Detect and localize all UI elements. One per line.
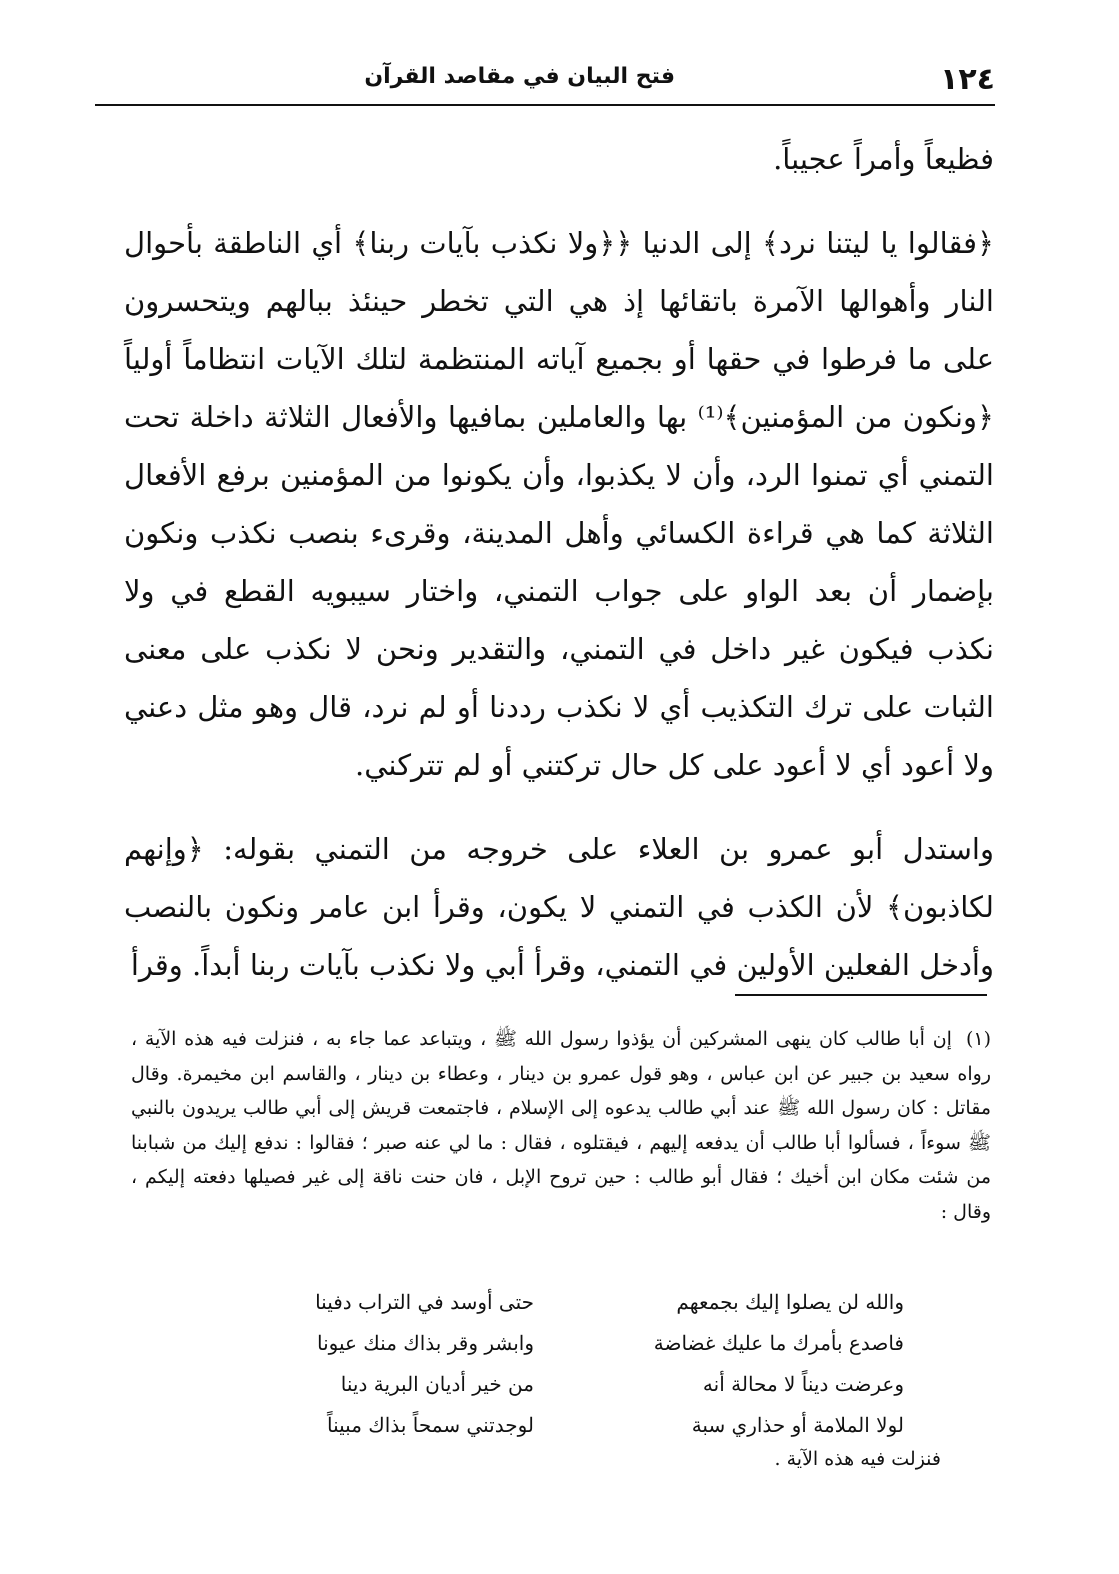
footnote-separator (735, 994, 987, 996)
body-paragraph: واستدل أبو عمرو بن العلاء على خروجه من التمني بقوله: ﴿وإنهم لكاذبون﴾ لأن الكذب في التمني لا يكون، وقرأ ابن عامر ونكون بالنصب وأدخل الفعلين الأولين في التمني، وقرأ أبي ولا نكذب بآيات ربنا أبداً. وقرأ (124, 832, 994, 982)
hemistich-first: فاصدع بأمرك ما عليك غضاضة (653, 1331, 904, 1355)
footnote-text: إن أبا طالب كان ينهى المشركين أن يؤذوا رسول الله ﷺ ، ويتباعد عما جاء به ، فنزلت فيه هذه الآية ، رواه سعيد بن جبير عن ابن عباس ، وهو قول عمرو بن دينار ، وعطاء بن دينار ، والقاسم ابن مخيمرة. وقال مقاتل : كان رسول الله ﷺ عند أبي طالب يدعوه إلى الإسلام ، فاجتمعت قريش إلى أبي طالب يريدون بالنبي ﷺ سوءاً ، فسألوا أبا طالب أن يدفعه إليهم ، فيقتلوه ، فقال : ما لي عنه صبر ؛ فقالوا : ندفع إليك من شبابنا من شئت مكان ابن أخيك ؛ فقال أبو طالب : حين تروح الإبل ، فان حنت ناقة إلى غير فصيلها دفعته إليكم ، وقال : (131, 1028, 991, 1223)
poem-verse (124, 1364, 904, 1405)
footnotes (131, 1022, 991, 1229)
hemistich-first: لولا الملامة أو حذاري سبة (691, 1413, 904, 1437)
hemistich-second: وابشر وقر بذاك منك عيونا (316, 1331, 534, 1355)
hemistich-first: والله لن يصلوا إليك بجمعهم (676, 1290, 904, 1314)
running-title: فتح البيان في مقاصد القرآن (364, 64, 675, 89)
page-number: ١٢٤ (940, 62, 995, 97)
hemistich-first: وعرضت ديناً لا محالة أنه (702, 1372, 904, 1396)
page-header (95, 58, 995, 106)
header-rule (95, 104, 995, 106)
body-paragraph: فظيعاً وأمراً عجيباً. (773, 142, 994, 176)
hemistich-second: من خير أديان البرية دينا (340, 1372, 534, 1396)
hemistich-second: لوجدتني سمحاً بذاك مبيناً (327, 1413, 534, 1437)
footnote-1 (131, 1022, 991, 1229)
body-paragraph: ﴿فقالوا يا ليتنا نرد﴾ إلى الدنيا ﴿﴿ولا نكذب بآيات ربنا﴾ أي الناطقة بأحوال النار وأهوالها الآمرة باتقائها إذ هي التي تخطر حينئذ ببالهم ويتحسرون على ما فرطوا في حقها أو بجميع آياته المنتظمة لتلك الآيات انتظاماً أولياً ﴿ونكون من المؤمنين﴾⁽¹⁾ بها والعاملين بمافيها والأفعال الثلاثة داخلة تحت التمني أي تمنوا الرد، وأن لا يكذبوا، وأن يكونوا من المؤمنين برفع الأفعال الثلاثة كما هي قراءة الكسائي وأهل المدينة، وقرىء بنصب نكذب ونكون بإضمار أن بعد الواو على جواب التمني، واختار سيبويه القطع في ولا نكذب فيكون غير داخل في التمني، والتقدير ونحن لا نكذب على معنى الثبات على ترك التكذيب أي لا نكذب رددنا أو لم نرد، قال وهو مثل دعني ولا أعود أي لا أعود على كل حال تركتني أو لم تتركني. (124, 226, 995, 782)
poem-verse (124, 1323, 904, 1364)
main-text (124, 130, 994, 994)
poem-verse (124, 1405, 904, 1446)
footnote-closing: فنزلت فيه هذه الآية . (774, 1448, 941, 1470)
hemistich-second: حتى أوسد في التراب دفينا (315, 1290, 534, 1314)
poem-verse (124, 1282, 904, 1323)
poem (124, 1282, 904, 1446)
footnote-number: (١) (965, 1028, 991, 1050)
